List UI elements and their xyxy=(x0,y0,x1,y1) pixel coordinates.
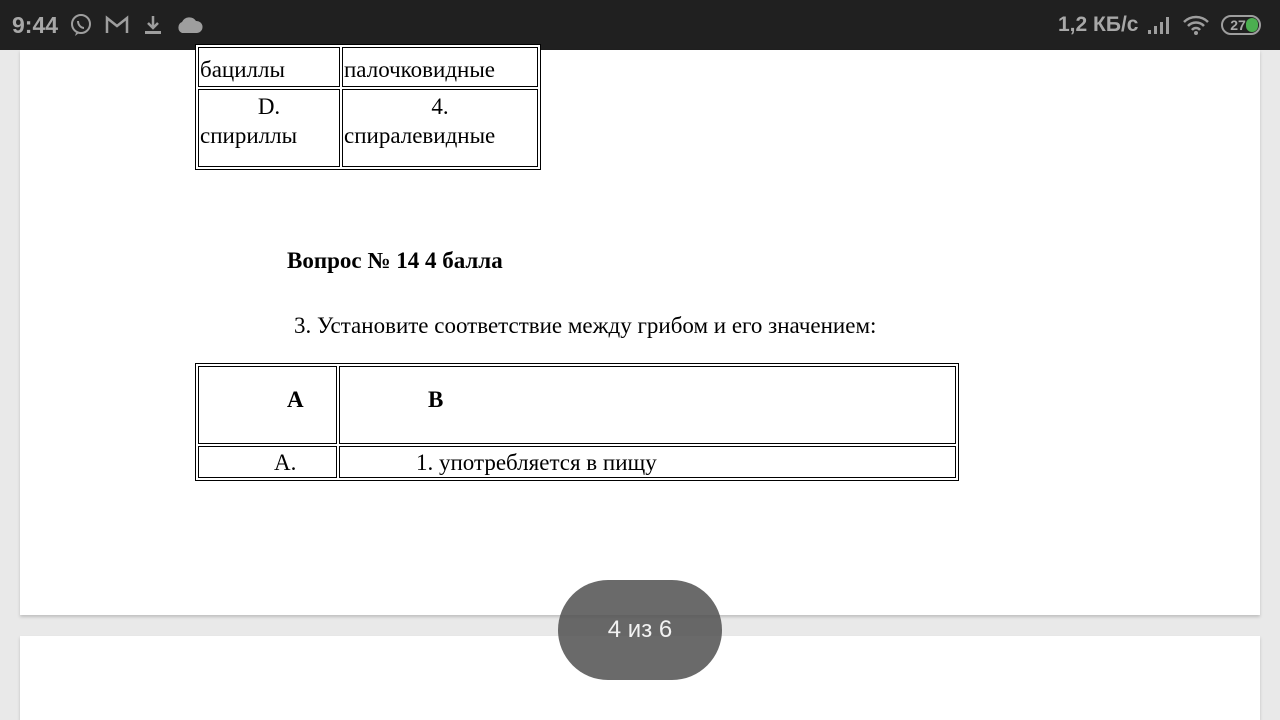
download-icon xyxy=(141,12,165,38)
signal-icon xyxy=(1146,12,1174,38)
column-header-b: В xyxy=(428,387,444,412)
viber-icon xyxy=(68,12,94,38)
cloud-icon xyxy=(175,12,203,38)
table-cell xyxy=(342,89,538,167)
cell-number: D. xyxy=(257,94,281,119)
table-cell xyxy=(198,47,340,87)
network-speed: 1,2 КБ/с xyxy=(1058,13,1139,36)
page-indicator: 4 из 6 xyxy=(558,580,722,680)
column-header-a: А xyxy=(287,387,304,412)
cell-number: 4. xyxy=(431,94,449,119)
table-cell xyxy=(342,47,538,87)
status-bar xyxy=(0,0,1280,50)
cell-text: бациллы xyxy=(200,57,285,82)
table-row xyxy=(198,89,538,167)
table-row xyxy=(198,366,956,444)
cell-text: спиралевидные xyxy=(344,123,496,148)
cell-text: 1. употребляется в пищу xyxy=(416,450,657,475)
fungi-table xyxy=(195,363,959,481)
question-heading: Вопрос № 14 4 балла xyxy=(287,248,503,273)
table-cell xyxy=(339,446,956,478)
table-cell xyxy=(198,446,337,478)
table-row xyxy=(198,446,956,478)
bacteria-table xyxy=(195,44,541,170)
status-time: 9:44 xyxy=(12,12,59,38)
cell-text: А. xyxy=(274,450,297,475)
cell-text: палочковидные xyxy=(344,57,496,82)
gmail-icon xyxy=(104,12,130,38)
question-text: 3. Установите соответствие между грибом и его значением: xyxy=(294,313,877,338)
battery-level: 27 xyxy=(1230,17,1246,33)
battery-icon xyxy=(1221,15,1261,35)
table-row xyxy=(198,47,538,87)
document-page[interactable] xyxy=(20,50,1260,615)
table-cell xyxy=(198,89,340,167)
table-cell xyxy=(198,366,337,444)
table-cell xyxy=(339,366,956,444)
wifi-icon xyxy=(1181,12,1211,38)
cell-text: спириллы xyxy=(200,123,298,148)
